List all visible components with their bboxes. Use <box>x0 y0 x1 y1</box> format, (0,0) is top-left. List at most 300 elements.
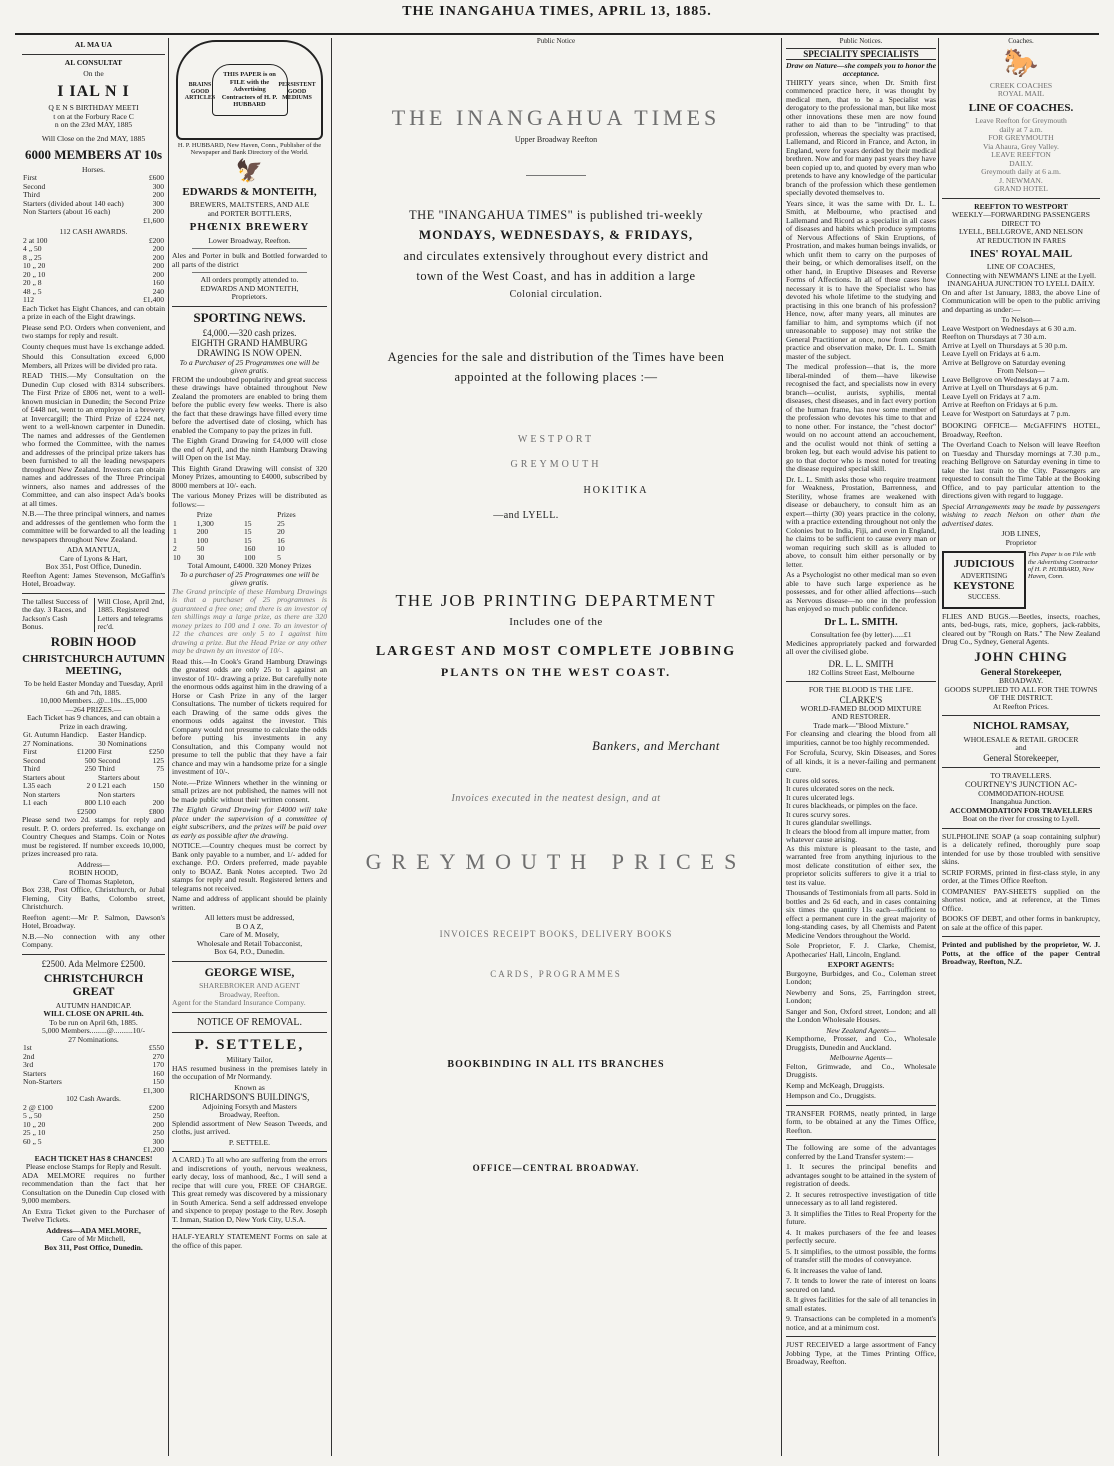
list-item: 2. It secures retrospective investigation of title unnecessary as to all land registered. <box>786 1189 936 1208</box>
table-cell: 20 <box>277 527 285 537</box>
coach-line: Greymouth daily at 6 a.m. <box>981 167 1061 177</box>
signature-line: Care of Lyons & Hart, <box>59 553 128 563</box>
table-cell: 1 <box>173 535 177 545</box>
table-total: £1,400 <box>143 295 164 305</box>
paragraph: HAS resumed business in the premises lately in the occupation of Mr Normandy. <box>172 1063 327 1082</box>
coach-line: J. NEWMAN. <box>999 175 1043 185</box>
cure-list <box>786 777 936 845</box>
list-item: It cures glandular swellings. <box>786 818 872 828</box>
divider <box>942 198 1100 199</box>
table-cell: 10 „ 20 <box>23 261 46 271</box>
brewery-sub: BREWERS, MALTSTERS, AND ALE <box>189 200 310 210</box>
table-cell: First <box>23 747 37 757</box>
west-coast-plant: PLANTS ON THE WEST COAST. <box>440 664 672 679</box>
john-ching-title: JOHN CHING <box>974 648 1068 664</box>
divider <box>786 681 936 682</box>
divider <box>192 272 307 273</box>
signature: P. SETTELE. <box>228 1137 271 1147</box>
tallest-right: Will Close, April 2nd, 1885. Registered Letters and telegrams rec'd. <box>94 598 166 632</box>
times-title: THE INANGAHUA TIMES <box>391 104 721 130</box>
table-cell: Second <box>23 755 46 765</box>
address-line: Box 311, Post Office, Dunedin. <box>44 1242 143 1252</box>
coach-line: FOR GREYMOUTH <box>988 133 1054 143</box>
agency-place: WESTPORT <box>517 434 595 446</box>
divider <box>172 961 327 962</box>
table-cell: £1200 <box>76 747 96 757</box>
badge-word: KEYSTONE <box>953 580 1015 593</box>
logo-left-text: BRAINS GOOD ARTICLES <box>184 82 216 102</box>
sporting-prize-table <box>172 511 327 562</box>
logo-caption: H. P. HUBBARD, New Haven, Conn., Publisher of the Newspaper and Bank Directory of the World. <box>177 142 322 157</box>
divider <box>192 248 307 249</box>
sporting-news-title: SPORTING NEWS. <box>193 309 306 325</box>
paragraph: READ THIS.—My Consultation on the Dunedin Cup closed with 8314 subscribers. The First Prize of £806 net, went to a well-known musician in Dunedin; the Second Prize of £448 net, went to an employee in a brewery at Invercargill; the Third Prize of £224 net, went to a well-known carpenter in Dunedin. The names and addresses of the Gentlemen who formed the Committee, with the names and addresses of the principal prize takers has been furnished to all the leading newspapers throughout New Zealand. Investors can obtain names and addresses of the Three Principal winners, also names and addresses of the Committee, and can also inspect Ada's books at all times. <box>22 371 165 508</box>
table-cell: 160 <box>243 544 256 554</box>
divider <box>172 1228 327 1229</box>
sporting-purchaser: To a Purchaser of 25 Programmes one will be given gratis. <box>179 357 320 376</box>
table-cell: 500 <box>84 755 96 765</box>
direction-heading: To Nelson— <box>1001 315 1041 325</box>
coach-line: GRAND HOTEL <box>994 184 1048 194</box>
table-cell: 100 <box>196 535 209 545</box>
paragraph: A CARD.) To all who are suffering from the errors and indiscretions of youth, nervous weakness, early decay, loss of manhood, &c., I will send a recipe that will cure you, FREE OF CHARGE. This great remedy was discovered by a missionary in South America. Send a self addressed envelope and sixpence to prepay postage to the Rev. Joseph T. Inman, Station D, New York City, U.S.A. <box>172 1155 327 1224</box>
notice-line: appointed at the following places :— <box>454 370 658 385</box>
paragraph: On and after 1st January, 1883, the above Line of Communication will be open to the public arriving and departing as under:— <box>942 287 1100 314</box>
table-cell: Starters about <box>97 772 140 782</box>
table-cell: 20 „ 8 <box>23 278 42 288</box>
paragraph: Agent for the Standard Insurance Company. <box>172 998 306 1007</box>
nichol-ramsay-title: NICHOL RAMSAY, <box>973 720 1069 733</box>
signature: EDWARDS AND MONTEITH, <box>200 283 299 293</box>
judicious-advertising-ad <box>942 551 1100 608</box>
notice-line: and circulates extensively throughout every district and <box>403 248 709 263</box>
table-cell: 1st <box>23 1043 32 1053</box>
paragraph: Thousands of Testimonials from all parts. Sold in bottles and 2s 6d each, and in cases containing six times the quantity 11s each—sufficient to effect a permanent cure in the great majority of long-standing cases, by all Chemists and Patent Medicine Vendors throughout the World. <box>786 888 936 940</box>
table-cell: 160 <box>152 1068 164 1078</box>
list-item: 3. It simplifies the Titles to Real Property for the future. <box>786 1208 936 1227</box>
table-cell: 5 „ 50 <box>23 1111 42 1121</box>
list-item: It cures old sores. <box>786 775 840 785</box>
column-3-times-notice <box>336 38 776 1456</box>
coach-line: ROYAL MAIL <box>997 89 1045 99</box>
agent-line: Hempson and Co., Druggists. <box>786 1091 876 1101</box>
job-lines: JOB LINES, <box>1001 529 1041 539</box>
table-cell: 20 „ 10 <box>23 269 46 279</box>
paragraph: ADA MELMORE requires no further recommendation than the fact that her Consultation on the Dunedin Cup closed with 9,000 members. <box>22 1170 165 1206</box>
notice-line: Agencies for the sale and distribution of the Times have been <box>387 350 725 365</box>
table-cell: 200 <box>152 207 164 217</box>
table-cell: 1,300 <box>196 518 214 528</box>
handicap-table <box>22 1044 165 1095</box>
paragraph: Sole Proprietor, F. J. Clarke, Chemist, Apothecaries' Hall, Lincoln, England. <box>786 941 936 959</box>
paragraph: SCRIP FORMS, printed in first-class style, in any order, at the Times Office Reefton. <box>942 867 1100 886</box>
horses-table <box>22 174 165 225</box>
table-cell: 25 „ 10 <box>23 1128 46 1138</box>
paragraph: As a Psychologist no other medical man so even able to have such large experience as he possesses, and for other allied affections—such as Nervous disease—no one in the profession has enjoyed so much public confidence. <box>786 570 936 614</box>
table-cell: 150 <box>152 1077 164 1087</box>
line-of-coaches: LINE OF COACHES. <box>968 101 1074 114</box>
agent-line: Burgoyne, Burbidges, and Co., Coleman street London; <box>786 968 936 987</box>
robin-hood-title: ROBIN HOOD <box>50 633 137 649</box>
ines-royal-mail: INES' ROYAL MAIL <box>969 248 1073 261</box>
doctor-address: 182 Collins Street East, Melbourne <box>807 667 915 677</box>
table-cell: £200 <box>148 235 164 245</box>
list-item: Arrive at Bellgrove on Saturday evening <box>942 357 1066 367</box>
coach-line: Leave Reefton for Greymouth <box>975 116 1067 126</box>
paragraph: The various Money Prizes will be distributed as follows:— <box>172 491 327 509</box>
list-item: Leave Bellgrove on Wednesdays at 7 a.m. <box>942 374 1070 384</box>
table-cell: 200 <box>152 798 164 808</box>
draw-nature: Draw on Nature—she compels you to honor the acceptance. <box>786 60 936 79</box>
table-cell: First <box>97 747 112 757</box>
paragraph: For Scrofula, Scurvy, Skin Diseases, and Sores of all kinds, it is a never-failing and permanent cure. <box>786 748 936 775</box>
paragraph: Note.—Prize Winners whether in the winning or small prizes are not published, the names will not be made public without their written consent. <box>172 777 327 804</box>
table-cell: Non starters <box>23 789 60 799</box>
paragraph: NOTICE.—Country cheques must be correct by Bank only payable to a number, and 1/- added for exchange. P.O. Orders preferred, made payable only to BOAZ. Bank Notes accepted. Two 2d stamps for reply and result. Registered letters and telegrams not received. <box>172 841 327 893</box>
paragraph: GOODS SUPPLIED TO ALL FOR THE TOWNS OF THE DISTRICT. <box>944 684 1098 703</box>
section-header: Coaches. <box>1008 38 1034 45</box>
fee-line: Consultation fee (by letter)......£1 <box>810 630 912 640</box>
table-cell: 4 „ 50 <box>23 244 42 254</box>
table-cell: L10 each <box>97 798 126 808</box>
agent-line: Newberry and Sons, 25, Farringdon street, London; <box>786 987 936 1006</box>
list-item: It cures blackheads, or pimples on the face. <box>786 801 918 811</box>
divider <box>942 715 1100 716</box>
table-row <box>22 183 165 192</box>
list-item: Leave for Westport on Saturdays at 7 p.m. <box>942 408 1071 418</box>
stagecoach-icon: 🐎 <box>1003 47 1039 79</box>
address-line: Box 238, Post Office, Christchurch, or Jubal Fleming, City Baths, Colombo street, Christchurch. <box>22 885 165 912</box>
times-subtitle: Upper Broadway Reefton <box>514 135 598 145</box>
job-printing-title: THE JOB PRINTING DEPARTMENT <box>395 590 717 610</box>
address-line: Adjoining Forsyth and Masters <box>202 1101 297 1111</box>
members-line: 6000 MEMBERS AT 10s <box>24 147 163 163</box>
table-cell: 50 <box>196 544 205 554</box>
awards-table <box>22 237 165 305</box>
signature-line: Proprietors. <box>231 292 268 302</box>
agency-place: GREYMOUTH <box>510 459 602 471</box>
signature: ADA MANTUA, <box>66 545 121 555</box>
divider <box>942 936 1100 937</box>
paragraph: JUST RECEIVED a large assortment of Fancy Jobbing Type, at the Times Printing Office, Broadway, Reefton. <box>786 1340 936 1367</box>
table-cell: Second <box>97 755 121 765</box>
table-cell: Third <box>23 190 40 200</box>
table-total: £1,200 <box>143 1145 164 1155</box>
address-line: Wholesale and Retail Tobacconist, <box>196 938 303 948</box>
robin-hood-held: To be held Easter Monday and Tuesday, April 6th and 7th, 1885. <box>23 679 164 697</box>
handicap-awards-table <box>22 1104 165 1155</box>
coach-line: INANGAHUA JUNCTION TO LYELL DAILY. <box>947 279 1095 289</box>
coach-line: AT REDUCTION IN FARES <box>976 235 1066 245</box>
bookbinding-line: BOOKBINDING IN ALL ITS BRANCHES <box>447 1059 665 1071</box>
paragraph: Should this Consultation exceed 6,000 Members, all Prizes will be divided pro rata. <box>22 352 165 370</box>
paragraph: SULPHOLINE SOAP (a soap containing sulphur) is a delicately refined, thoroughly pure soap intended for use by those troubled with sensitive skins. <box>942 831 1100 867</box>
george-wise-sub: SHAREBROKER AND AGENT <box>199 981 300 990</box>
table-cell: 2 <box>173 544 177 554</box>
table-cell: 200 <box>152 269 164 279</box>
paragraph: The Overland Coach to Nelson will leave Reefton on Tuesday and Thursday mornings at 7.30 p.m., reaching Bellgrove on Saturday evening in time to take the last train to the City. Passengers are requested to consult the Time Table at the Booking Office, and to pay particular attention to the directions given with regard to luggage. <box>942 440 1100 501</box>
table-cell: 15 <box>243 527 252 537</box>
stamps-note: Please enclose Stamps for Reply and Result. <box>25 1162 162 1172</box>
cash-awards-heading: 112 CASH AWARDS. <box>59 227 128 237</box>
handicap-subtitle: AUTUMN HANDICAP. <box>55 1000 132 1010</box>
removal-title: NOTICE OF REMOVAL. <box>196 1016 303 1028</box>
cash-awards-heading: 102 Cash Awards. <box>66 1094 121 1104</box>
table-row <box>22 245 165 254</box>
table-cell: £200 <box>148 1102 164 1112</box>
agency-place: HOKITIKA <box>583 484 649 496</box>
divider <box>22 954 165 955</box>
logo-center-text: THIS PAPER is on FILE with the Advertising Contractors of H. P. HUBBARD <box>212 64 288 115</box>
section-header: Public Notices. <box>839 38 883 45</box>
list-item: Arrive at Lyell on Thursdays at 6 p.m. <box>942 383 1059 393</box>
booking-office: BOOKING OFFICE— McGAFFIN'S HOTEL, Broadway, Reefton. <box>942 421 1100 439</box>
column-1 <box>22 38 165 1456</box>
table-cell: 8 „ 25 <box>23 252 42 262</box>
keystone-logo <box>942 551 1026 608</box>
divider <box>22 54 165 55</box>
handicap-nominations: 27 Nominations. <box>68 1034 119 1044</box>
meeting-line: t on at the Forbury Race C <box>53 111 134 121</box>
table-total: £1,300 <box>143 1085 164 1095</box>
agents-heading: Melbourne Agents— <box>829 1053 893 1063</box>
agent-line: Kempthorne, Prosser, and Co., Wholesale Druggists, Dunedin and Auckland. <box>786 1034 936 1052</box>
table-row <box>22 237 165 246</box>
table-cell: 30 <box>196 552 205 562</box>
table-cell: 15 <box>243 518 252 528</box>
settele-sub: Military Tailor, <box>226 1055 273 1065</box>
notice-days: MONDAYS, WEDNESDAYS, & FRIDAYS, <box>418 227 694 243</box>
agent-line: Felton, Grimwade, and Co., Wholesale Druggists. <box>786 1061 936 1080</box>
paragraph: Special Arrangements may be made by passengers wishing to reach Nelson on other than the advertised dates. <box>942 501 1100 528</box>
table-cell: 60 „ 5 <box>23 1136 42 1146</box>
robin-hood-big: CHRISTCHURCH AUTUMN MEETING, <box>22 652 165 677</box>
list-item: 5. It simplifies, to the utmost possible, the forms of transfer still the modes of conveyance. <box>786 1246 936 1265</box>
table-cell: £550 <box>148 1043 164 1053</box>
bankers-line: Bankers, and Merchant <box>592 739 720 754</box>
paragraph: At Reefton Prices. <box>993 701 1049 711</box>
table-cell: 2 0 <box>86 781 96 791</box>
paragraph: Medicines appropriately packed and forwarded all over the civilised globe. <box>786 638 936 657</box>
coach-line: CREEK COACHES <box>989 80 1053 90</box>
list-item: 6. It increases the value of land. <box>786 1265 883 1275</box>
divider <box>942 767 1100 768</box>
list-item: Leave Lyell on Fridays at 6 a.m. <box>942 349 1041 359</box>
table-cell: 800 <box>84 798 96 808</box>
known-as: Known as <box>234 1082 265 1092</box>
list-item: 7. It tends to lower the rate of interest on loans secured on land. <box>786 1276 936 1294</box>
paragraph: Name and address of applicant should be plainly written. <box>172 894 327 912</box>
table-cell: Third <box>23 764 40 774</box>
paragraph: The Eighth Grand Drawing for £4,000 will close the end of April, and the ninth Hamburg Drawing will Open on the 1st May. <box>172 436 327 463</box>
list-item: Leave Lyell on Fridays at 7 a.m. <box>942 391 1041 401</box>
table-cell: £600 <box>148 173 164 183</box>
table-cell: 170 <box>152 1060 164 1070</box>
table-cell: Non starters <box>97 789 135 799</box>
paragraph: COMPANIES' PAY-SHEETS supplied on the shortest notice, and at reference, at the Times Office. <box>942 886 1100 913</box>
paragraph: Years since, it was the same with Dr. L. L. Smith, at Melbourne, who practised and Lallemand and Ricord as a specialist in all cases of diseases and habits which produce symptoms of Nervous Affections of Skin Eruptions, of Prostration, and makes human beings invalids, or which unfit them to carry on the purposes of their being, or which demoralises itself, on the other hand, in Eruptive Diseases and Reverse Forms of Affections. In all of these cases how necessary it is to have the Specialist who has devoted his whole lifetime to the studying and practising in this one branch of his profession? Hence, now, after many years, all minutes are familiar to him, and symptoms which (if not unreasonable to suppose) may not strike the General Practitioner at once, now from constant practice and observation make, Dr. L. L. Smith master of the subject. <box>786 198 936 361</box>
paragraph: Please send P.O. Orders when convenient, and two stamps for reply and result. <box>22 322 165 341</box>
table-cell: 150 <box>152 781 164 791</box>
list-item: 8. It gives facilities for the sale of all tenancies in small estates. <box>786 1295 936 1313</box>
table-cell: 10 „ 20 <box>23 1119 46 1129</box>
divider <box>172 1151 327 1152</box>
table-cell: 1 <box>173 527 177 537</box>
accommodation: ACCOMMODATION FOR TRAVELLERS <box>949 805 1093 815</box>
list-item: Leave Westport on Wednesdays at 6 30 a.m. <box>942 323 1077 333</box>
nichol-ramsay-sub: WHOLESALE & RETAIL GROCER <box>963 734 1079 744</box>
paragraph: The Eighth Grand Drawing for £4000 will take place under the supervision of a committee of eight subscribers, and the prizes will be paid over as early as possible after the drawing. <box>172 805 327 840</box>
coach-line: LINE OF COACHES, <box>986 262 1056 272</box>
paragraph: As this mixture is pleasant to the taste, and warranted free from anything injurious to the most delicate constitution of either sex, the proprietor solicits sufferers to give it a trial to test its value. <box>786 843 936 887</box>
largest-plant: LARGEST AND MOST COMPLETE JOBBING <box>375 644 737 660</box>
consultation-big-title: I IAL N I <box>57 82 130 100</box>
ada-line: £2500. Ada Melmore £2500. <box>41 958 146 969</box>
timetable-from-nelson <box>942 376 1100 419</box>
list-item: It clears the blood from all impure matter, from whatever cause arising. <box>786 826 930 845</box>
coach-line: LYELL, BELLGROVE, AND NELSON <box>959 227 1083 237</box>
column-4 <box>786 38 936 1456</box>
divider <box>172 1032 327 1033</box>
table-cell: 15 <box>243 535 252 545</box>
table-header: 30 Nominations <box>97 738 147 748</box>
table-header: Prizes <box>277 510 296 520</box>
paragraph: FROM the undoubted popularity and great success these drawings have obtained throughout New Zealand the promoters are enabled to bring them before the public every few weeks. There is also the fact that these drawings have filled every time before the advertised date of closing, which has enabled the Company to pay the prizes in full. <box>172 374 327 435</box>
table-total: £800 <box>148 806 164 816</box>
paragraph: The Grand principle of these Hamburg Drawings is that a purchaser of 25 programmes is guaranteed a free one; and there is an investor of ten shillings may a large prize, as there are 320 money prizes to 100 and 1 one. To an investor of 12 the chances are only 5 to 1 against him drawing a prize. But the Head Prize or any other may be drawn by an investor of 10/-. <box>172 586 327 656</box>
masthead: THE INANGAHUA TIMES, APRIL 13, 1885. <box>402 4 712 19</box>
paragraph: All orders promptly attended to. <box>200 275 299 285</box>
table-cell: Starters (divided about 140 each) <box>23 198 124 208</box>
coach-line: Via Ahaura, Grey Valley. <box>983 141 1059 151</box>
coach-line: daily at 7 a.m. <box>999 124 1043 134</box>
table-cell: 125 <box>152 755 164 765</box>
handicap-title: CHRISTCHURCH GREAT <box>43 970 144 999</box>
robin-hood-table <box>22 731 165 816</box>
john-ching-location: BROADWAY. <box>998 676 1044 686</box>
agent-line: Reefton agent:—Mr P. Salmon, Dawson's Hotel, Broadway. <box>22 912 165 931</box>
table-cell: 200 <box>152 1119 164 1129</box>
table-cell: Non Starters (about 16 each) <box>23 207 111 217</box>
paragraph: THIRTY years since, when Dr. Smith first commenced practice here, it was thought by medical men, that to be a Specialist was derogatory to the professional man, but like most other innovations these men are now found rather to aid than to be "intruding" to that profession, whereas the specialty was practised, Lallemand, and Ricord in France, and Acton, in England, were for years derided by their medical brethren. Now and for many past years they have been copied up to, and quoted by every man who pretends to have any knowledge of the particular branch of the profession which these gentlemen specially devoted themselves to. <box>786 77 936 198</box>
notice-line: town of the West Coast, and has in addition a large <box>416 268 696 283</box>
nichol-ramsay-and: and <box>1015 743 1027 753</box>
consultation-header: AL MA UA <box>74 40 113 49</box>
table-cell: 100 <box>243 552 256 562</box>
george-wise-location: Broadway, Reefton. <box>219 989 280 999</box>
doctor-name-2: DR. L. L. SMITH <box>828 658 894 669</box>
paragraph: This Eighth Grand Drawing will consist of 320 Money Prizes, amounting to £4000, subscribed by 8000 members at 10/- each. <box>172 463 327 490</box>
table-cell: 200 <box>152 190 164 200</box>
each-ticket: EACH TICKET HAS 8 CHANCES! <box>34 1153 153 1163</box>
clarke-product: WORLD-FAMED BLOOD MIXTURE <box>800 703 922 713</box>
table-cell: L21 each <box>97 781 126 791</box>
includes-line: Includes one of the <box>509 615 603 628</box>
divider <box>786 1336 936 1337</box>
list-item: 1. It secures the principal benefits and advantages sought to be attained in the system of registration of deeds. <box>786 1162 936 1189</box>
address-line: Care of Thomas Stapleton, <box>52 876 135 886</box>
notice-line: THE "INANGAHUA TIMES" is published tri-weekly <box>409 208 703 223</box>
divider <box>526 175 586 176</box>
table-cell: 2 at 100 <box>23 235 48 245</box>
list-item: Reefton on Thursdays at 7 30 a.m. <box>942 332 1047 342</box>
nichol-ramsay-store: General Storekeeper, <box>983 752 1059 763</box>
blood-headline: FOR THE BLOOD IS THE LIFE. <box>808 685 914 695</box>
list-item: It cures scurvy sores. <box>786 809 851 819</box>
table-cell: 2 @ £100 <box>23 1102 53 1112</box>
table-cell: First <box>23 173 37 183</box>
proprietor: Proprietor <box>1005 537 1037 547</box>
column-2 <box>172 38 327 1456</box>
divider <box>22 593 165 594</box>
badge-word: SUCCESS. <box>967 593 1001 602</box>
table-cell: 270 <box>152 1051 164 1061</box>
paragraph: N.B.—The three principal winners, and names and addresses of the gentlemen who form the committee will be forwarded to all the leading newspapers throughout New Zealand. <box>22 509 165 544</box>
table-row <box>22 1104 165 1113</box>
table-row <box>22 279 165 288</box>
coach-line: WEEKLY—FORWARDING PASSENGERS DIRECT TO <box>952 210 1090 228</box>
paragraph: For cleansing and clearing the blood from all impurities, cannot be too highly recommended. <box>786 729 936 747</box>
table-row <box>22 217 165 226</box>
agent-line: Kemp and McKeagh, Druggists. <box>786 1080 885 1090</box>
coach-line: Connecting with NEWMAN'S LINE at the Lyell. <box>945 270 1097 280</box>
paragraph: Each Ticket has Eight Chances, and can obtain a prize in each of the Eight drawings. <box>22 303 165 322</box>
address-label: Address— <box>77 859 110 869</box>
courtney-sub: COMMODATION-HOUSE <box>978 788 1064 798</box>
table-cell: 250 <box>152 1128 164 1138</box>
clarke-name: CLARKE'S <box>839 694 883 705</box>
agent-line: Reefton Agent: James Stevenson, McGaffin's Hotel, Broadway. <box>22 570 165 589</box>
office-line: OFFICE—CENTRAL BROADWAY. <box>472 1162 640 1173</box>
table-cell: £250 <box>148 747 164 757</box>
table-cell: 3rd <box>23 1060 34 1070</box>
meeting-line: n on the 23rd MAY, 1885 <box>54 120 133 130</box>
column-rule <box>938 38 939 1456</box>
list-item: 9. Transactions can be completed in a moment's notice, and at a minimum cost. <box>786 1314 936 1332</box>
table-row <box>22 1129 165 1138</box>
agency-place: —and LYELL. <box>493 509 559 521</box>
sporting-total: Total Amount, £4000. 320 Money Prizes <box>187 561 312 571</box>
paragraph: FLIES AND BUGS.—Beetles, insects, roaches, ants, bed-bugs, rats, mice, gophers, jack-rabbits, cleared out by "Rough on Rats." The New Zealand Drug Co., Sydney, General Agents. <box>942 611 1100 647</box>
badge-side-text: This Paper is on File with the Advertising Contractor of H. P. HUBBARD, New Haven, Conn. <box>1028 551 1098 581</box>
paragraph: Ales and Porter in bulk and Bottled forwarded to all parts of the district <box>172 251 327 269</box>
paragraph: To a purchaser of 25 Programmes one will be given gratis. <box>180 569 319 588</box>
trade-mark: Trade mark—"Blood Mixture." <box>813 720 909 730</box>
on-the: On the <box>83 69 104 78</box>
table-row <box>22 1053 165 1062</box>
table-cell: 250 <box>152 1111 164 1121</box>
table-cell: 250 <box>84 764 96 774</box>
greymouth-prices: GREYMOUTH PRICES <box>365 848 747 874</box>
paragraph: HALF-YEARLY STATEMENT Forms on sale at the office of this paper. <box>172 1232 327 1250</box>
consultation-title: AL CONSULTAT <box>64 57 123 67</box>
handicap-members: 5,000 Members.........@..........10/- <box>42 1026 145 1036</box>
list-item: 4. It makes purchasers of the fee and leases perfectly secure. <box>786 1227 936 1246</box>
invoice-line: INVOICES RECEIPT BOOKS, DELIVERY BOOKS <box>439 929 673 940</box>
specialists-title: SPECIALITY SPECIALISTS <box>786 48 936 60</box>
handicap-close: WILL CLOSE ON APRIL 4th. <box>43 1009 144 1019</box>
list-item: Arrive at Lyell on Thursdays at 5 30 p.m. <box>942 340 1068 350</box>
table-row <box>22 1044 165 1053</box>
table-header: Easter Handicp. <box>97 730 147 740</box>
table-cell: 200 <box>152 261 164 271</box>
address-line: Care of M. Mosely, <box>219 930 280 940</box>
courtney-location: Inangahua Junction. <box>990 797 1052 807</box>
courtney-title: COURTNEY'S JUNCTION AC- <box>965 779 1077 790</box>
badge-word: JUDICIOUS <box>953 558 1015 571</box>
section-header: Public Notice <box>536 38 576 45</box>
column-5 <box>942 38 1100 1456</box>
